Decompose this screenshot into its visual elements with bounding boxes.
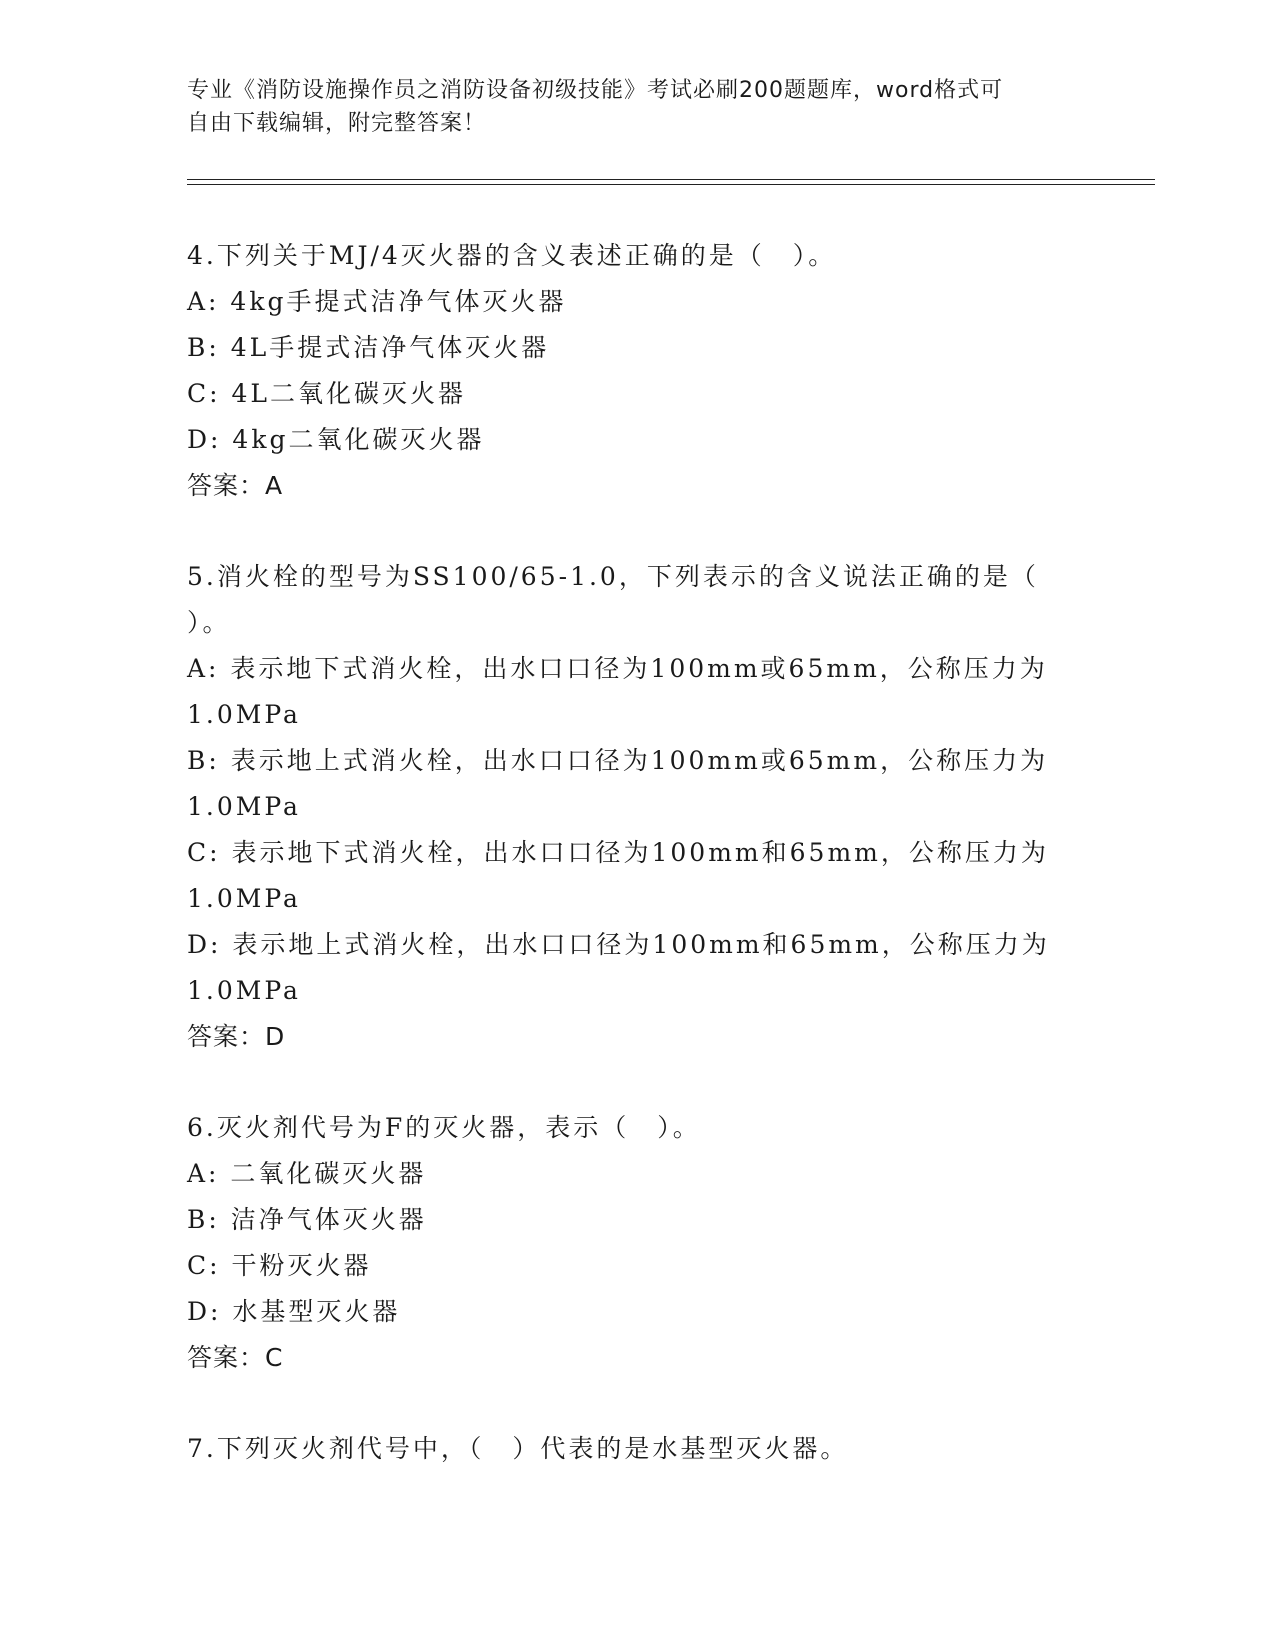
header-divider-bottom — [187, 184, 1155, 185]
option-c-continued: 1.0MPa — [187, 884, 301, 913]
question-6 — [187, 1105, 1087, 1381]
question-7 — [187, 1426, 1087, 1472]
header-line-2: 自由下载编辑，附完整答案！ — [187, 111, 487, 136]
option-b: B: 表示地上式消火栓，出水口口径为100mm或65mm，公称压力为 — [187, 746, 1049, 775]
answer: 答案：A — [187, 471, 284, 500]
option-d: D: 水基型灭火器 — [187, 1297, 401, 1326]
option-d: D: 4kg二氧化碳灭火器 — [187, 425, 485, 454]
option-b: B: 洁净气体灭火器 — [187, 1205, 427, 1234]
question-stem: 7.下列灭火剂代号中，（ ）代表的是水基型灭火器。 — [187, 1434, 849, 1463]
question-stem: 4.下列关于MJ/4灭火器的含义表述正确的是（ ）。 — [187, 241, 837, 270]
question-list — [187, 233, 1087, 1472]
option-a: A: 表示地下式消火栓，出水口口径为100mm或65mm，公称压力为 — [187, 654, 1048, 683]
header-divider-top — [187, 179, 1155, 180]
header-line-1: 专业《消防设施操作员之消防设备初级技能》考试必刷200题题库，word格式可 — [187, 78, 1004, 103]
answer: 答案：C — [187, 1343, 284, 1372]
question-stem: 6.灭火剂代号为F的灭火器，表示（ ）。 — [187, 1113, 701, 1142]
option-b: B: 4L手提式洁净气体灭火器 — [187, 333, 550, 362]
option-a: A: 二氧化碳灭火器 — [187, 1159, 427, 1188]
option-a: A: 4kg手提式洁净气体灭火器 — [187, 287, 567, 316]
option-c: C: 表示地下式消火栓，出水口口径为100mm和65mm，公称压力为 — [187, 838, 1049, 867]
option-b-continued: 1.0MPa — [187, 792, 301, 821]
option-a-continued: 1.0MPa — [187, 700, 301, 729]
option-c: C: 干粉灭火器 — [187, 1251, 372, 1280]
question-stem-continued: ）。 — [187, 608, 231, 637]
option-d-continued: 1.0MPa — [187, 976, 301, 1005]
question-stem: 5.消火栓的型号为SS100/65-1.0，下列表示的含义说法正确的是（ — [187, 562, 1039, 591]
question-4 — [187, 233, 1087, 509]
document-header — [187, 74, 1067, 140]
answer: 答案：D — [187, 1022, 286, 1051]
option-d: D: 表示地上式消火栓，出水口口径为100mm和65mm，公称压力为 — [187, 930, 1050, 959]
option-c: C: 4L二氧化碳灭火器 — [187, 379, 467, 408]
question-5 — [187, 554, 1087, 1060]
